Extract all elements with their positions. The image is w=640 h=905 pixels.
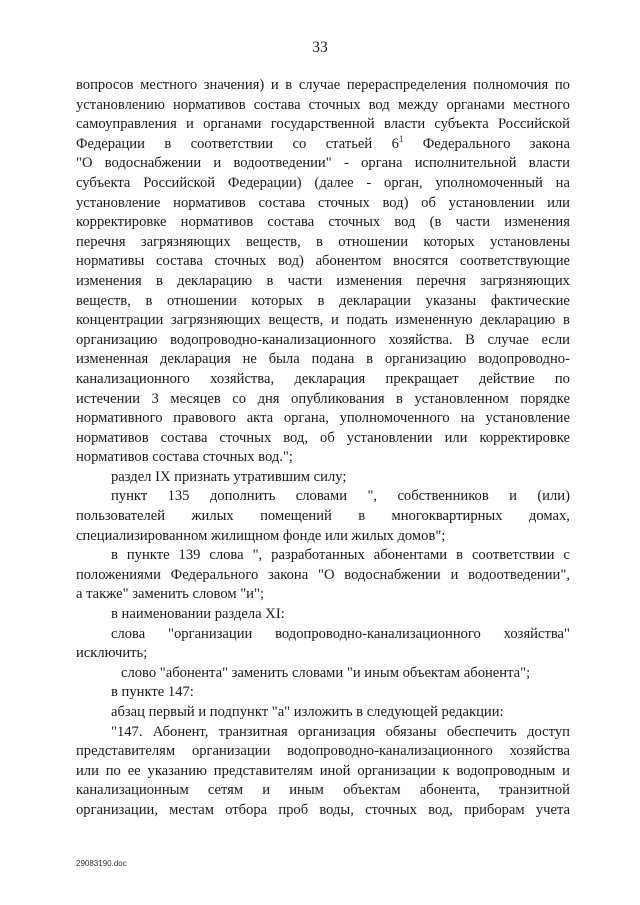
word: проб: [278, 801, 309, 818]
word: по: [554, 77, 570, 93]
word: и: [262, 782, 271, 799]
text-line: [76, 487, 570, 507]
word: правового: [173, 410, 236, 427]
word: установлении: [346, 429, 433, 446]
word: субъекта: [434, 116, 489, 133]
word: жилых: [191, 508, 234, 525]
word: ",: [252, 547, 263, 564]
text-line: [76, 213, 570, 233]
word: была: [268, 351, 300, 368]
word: порядке: [520, 390, 570, 407]
word: или: [547, 194, 570, 211]
word: органа: [361, 155, 403, 172]
word: слова: [111, 625, 146, 642]
word: части: [287, 272, 323, 289]
word: Российской: [498, 116, 570, 133]
word: "147.: [111, 723, 143, 740]
word: транзитной: [498, 782, 570, 799]
word: указанию: [147, 762, 207, 779]
word: помещений: [260, 508, 332, 525]
word: транзитная: [218, 723, 288, 740]
word: нормативов: [76, 429, 149, 446]
word: представителям: [213, 762, 313, 779]
text-line: [76, 625, 570, 645]
word: действие: [478, 370, 535, 387]
text-line: [76, 350, 570, 370]
word: организацию: [384, 351, 467, 368]
word: вод: [394, 214, 416, 231]
word: ",: [367, 488, 378, 505]
word: сточных: [214, 253, 267, 270]
word: пункте: [126, 547, 170, 564]
text-line: [76, 390, 570, 410]
word: декларацию: [177, 272, 253, 289]
word: водоснабжении: [344, 566, 441, 583]
word: объектам: [343, 782, 401, 799]
word: загрязняющих: [171, 312, 261, 329]
word: по: [554, 370, 570, 387]
text-line: [76, 174, 570, 194]
word: изменения: [76, 272, 142, 289]
word: учета: [535, 801, 570, 818]
word: власти: [528, 155, 570, 172]
text-line: [76, 311, 570, 331]
word: веществ,: [245, 233, 301, 250]
word: статьей: [325, 135, 373, 152]
word: установление: [76, 194, 161, 211]
word: декларация: [294, 370, 366, 387]
word: опубликования: [291, 390, 385, 407]
word: состава: [267, 214, 315, 231]
word: установлению: [76, 96, 165, 113]
word: соответствующие: [459, 253, 570, 270]
word: состава: [253, 96, 301, 113]
word: местного: [512, 96, 570, 113]
word: загрязняющих: [140, 233, 231, 250]
text-line: [76, 762, 570, 782]
word: приборам: [464, 801, 525, 818]
word: -: [343, 155, 349, 172]
text-line: [76, 331, 570, 351]
text-line: в наименовании раздела XI:: [111, 606, 285, 623]
word: месяцев: [170, 390, 221, 407]
word: обеспечить: [446, 723, 517, 740]
word: организацию: [76, 331, 158, 348]
word: и: [186, 116, 194, 133]
word: самоуправления: [76, 116, 177, 133]
word: части: [455, 214, 491, 231]
word: или: [444, 429, 468, 446]
word: между: [397, 96, 439, 113]
word: установлении: [448, 194, 535, 211]
word: в: [317, 292, 325, 309]
word: органами: [446, 96, 505, 113]
word: на: [555, 174, 570, 191]
word: сточных: [328, 214, 381, 231]
word: истечении: [76, 390, 141, 407]
word: (в: [429, 214, 442, 231]
word: канализационным: [76, 782, 189, 799]
word: со: [292, 135, 307, 152]
word: в: [358, 508, 366, 525]
word: Федерации): [227, 174, 302, 191]
text-line: нормативов состава сточных вод.";: [76, 449, 293, 466]
word: -: [366, 174, 372, 191]
word: декларация: [159, 351, 231, 368]
word: хозяйства.: [388, 331, 453, 348]
text-line: [76, 233, 570, 253]
word: изменения: [336, 272, 403, 289]
page-number: 33: [312, 39, 328, 56]
word: водоотведении",: [468, 566, 570, 583]
word: сточных: [219, 429, 272, 446]
word: уполномоченного: [339, 410, 450, 427]
text-line: [76, 546, 570, 566]
word: в: [155, 272, 163, 289]
word: водопроводно-канализационного: [287, 743, 493, 760]
word: корректировке: [479, 429, 570, 446]
word: со: [232, 390, 247, 407]
word: Федерального: [170, 566, 259, 583]
word: пользователей: [76, 508, 166, 525]
word: Российской: [143, 174, 216, 191]
word: Федерации: [76, 135, 145, 152]
word: значения): [203, 77, 265, 93]
word: собственников: [397, 488, 489, 505]
word: измененная: [76, 351, 149, 368]
word: и: [509, 488, 517, 505]
word: установленном: [414, 390, 509, 407]
text-line: абзац первый и подпункт "а" изложить в следующей редакции:: [111, 704, 504, 720]
word: уполномоченный: [435, 174, 543, 191]
word: отношении: [338, 233, 408, 250]
word: водоотведении": [233, 155, 332, 172]
word: сточных: [308, 96, 361, 113]
word: состава: [258, 194, 306, 211]
word: отбора: [225, 801, 268, 818]
word: многоквартирных: [391, 508, 503, 525]
word: отношении: [167, 292, 237, 309]
word: сточных: [365, 801, 417, 818]
word: случае: [298, 77, 341, 93]
word: "О: [318, 566, 335, 583]
word: в: [316, 233, 323, 250]
word: разработанных: [271, 547, 365, 564]
word: вод: [368, 96, 390, 113]
word: представителям: [76, 743, 176, 760]
text-line: [76, 409, 570, 429]
document-body: [76, 76, 570, 821]
word: и: [330, 312, 339, 329]
word: "О: [76, 155, 93, 172]
word: водопроводно-: [478, 351, 570, 368]
text-line: [76, 154, 570, 174]
word: организация: [298, 723, 376, 740]
word: в: [111, 547, 118, 564]
text-line: [76, 723, 570, 743]
word: вод,: [283, 429, 309, 446]
word: дня: [257, 390, 280, 407]
word: организации: [191, 743, 271, 760]
word: водопроводно-канализационного: [170, 331, 376, 348]
word: абонентами: [373, 547, 448, 564]
word: исполнительной: [414, 155, 517, 172]
text-line: [76, 801, 570, 821]
text-line: [76, 272, 570, 292]
word: вод): [382, 194, 409, 211]
word: 3: [151, 390, 159, 407]
word: В: [465, 331, 475, 348]
word: с: [563, 547, 570, 564]
word: абонента,: [419, 782, 480, 799]
word: прекращает: [385, 370, 459, 387]
word: водопроводным: [456, 762, 556, 779]
word: положениями: [76, 566, 161, 583]
text-line: [76, 742, 570, 762]
word: закона: [529, 135, 570, 152]
document-footer-filename: 29083190.doc: [76, 859, 127, 868]
word: не: [242, 351, 257, 368]
word: изменения: [504, 214, 570, 231]
word: водоснабжении: [104, 155, 202, 172]
word: Федерального: [422, 135, 511, 152]
word: в: [266, 272, 274, 289]
text-line: исключить;: [76, 645, 148, 662]
text-line: слово "абонента" заменить словами "и иным объектам абонента";: [121, 664, 531, 681]
word: соответствии: [471, 547, 555, 564]
word: Абонент,: [152, 723, 209, 740]
word: корректировке: [76, 214, 167, 231]
word: субъекта: [76, 174, 131, 191]
text-line: [76, 292, 570, 312]
word: 139: [178, 547, 201, 564]
text-line: специализированном жилищном фонде или жилых домов";: [76, 527, 446, 544]
word: вод): [277, 253, 304, 270]
word: сетям: [207, 782, 244, 799]
word: об: [320, 429, 335, 446]
word: $6^1$: [391, 133, 404, 152]
word: воды,: [319, 801, 354, 818]
word: хозяйства: [509, 743, 570, 760]
word: ее: [127, 762, 141, 779]
text-line: [76, 507, 570, 527]
word: сточных: [317, 194, 370, 211]
word: перечня: [416, 272, 466, 289]
word: нормативов: [180, 214, 254, 231]
word: обязаны: [385, 723, 437, 740]
word: акта: [246, 410, 274, 427]
word: декларацию: [480, 312, 556, 329]
word: в: [456, 547, 463, 564]
word: местам: [169, 801, 214, 818]
word: фактические: [490, 292, 570, 309]
word: водопроводно-канализационного: [275, 625, 481, 642]
word: в: [396, 390, 403, 407]
word: пункт: [111, 488, 148, 505]
word: и: [270, 77, 279, 93]
text-line: [76, 429, 570, 449]
word: в: [366, 351, 374, 368]
word: власти: [384, 116, 426, 133]
word: и: [450, 566, 459, 583]
word: организации: [357, 762, 436, 779]
text-line: [76, 566, 570, 586]
word: (или): [537, 488, 570, 505]
text-line: [76, 115, 570, 135]
word: состава: [155, 253, 203, 270]
word: нормативов: [173, 96, 246, 113]
word: слова: [209, 547, 244, 564]
word: концентрации: [76, 312, 164, 329]
word: нормативы: [76, 253, 145, 270]
word: в: [563, 312, 570, 329]
word: полномочия: [473, 77, 549, 93]
word: хозяйства,: [210, 370, 275, 387]
word: веществ,: [268, 312, 324, 329]
word: подана: [311, 351, 355, 368]
text-line: в пункте 147:: [111, 684, 194, 701]
word: веществ,: [76, 292, 131, 309]
word: которых: [251, 292, 303, 309]
word: нормативного: [76, 410, 163, 427]
word: в: [145, 292, 153, 309]
word: если: [541, 331, 570, 348]
word: и: [562, 762, 570, 779]
word: государственной: [270, 116, 375, 133]
word: которых: [423, 233, 475, 250]
word: 135: [167, 488, 190, 505]
word: на: [460, 410, 475, 427]
word: к: [442, 762, 450, 779]
word: местного: [140, 77, 198, 93]
word: подать: [346, 312, 388, 329]
text-line: [76, 96, 570, 116]
word: вопросов: [76, 77, 134, 93]
word: канализационного: [76, 370, 190, 387]
word: орган,: [384, 174, 423, 191]
word: или: [76, 762, 99, 779]
word: загрязняющих: [480, 272, 570, 289]
word: установление: [485, 410, 570, 427]
word: вод,: [428, 801, 453, 818]
text-line: [76, 135, 570, 155]
text-line: а также" заменить словом "и";: [76, 586, 265, 603]
word: перераспределения: [346, 77, 467, 93]
word: нормативов: [173, 194, 246, 211]
word: перечня: [76, 233, 126, 250]
word: хозяйства": [503, 625, 570, 642]
text-line: [76, 252, 570, 272]
text-line: [76, 76, 570, 96]
word: организации,: [76, 801, 158, 818]
word: закона: [268, 566, 309, 583]
word: в: [285, 77, 293, 93]
word: об: [421, 194, 436, 211]
text-line: [76, 370, 570, 390]
text-line: раздел IX признать утратившим силу;: [111, 468, 347, 485]
word: домах,: [528, 508, 570, 525]
word: доступ: [527, 723, 570, 740]
word: дополнить: [209, 488, 276, 505]
word: органами: [203, 116, 262, 133]
text-line: [76, 781, 570, 801]
word: измененную: [395, 312, 473, 329]
word: иной: [319, 762, 351, 779]
word: (далее: [314, 174, 354, 191]
word: органа,: [283, 410, 329, 427]
word: словами: [295, 488, 348, 505]
word: состава: [160, 429, 208, 446]
word: вносятся: [392, 253, 449, 270]
text-line: [76, 194, 570, 214]
word: соответствии: [190, 135, 274, 152]
word: установлены: [489, 233, 570, 250]
word: "организации: [168, 625, 253, 642]
word: в: [164, 135, 172, 152]
word: иным: [289, 782, 324, 799]
word: и: [213, 155, 222, 172]
word: по: [105, 762, 121, 779]
word: абонентом: [315, 253, 382, 270]
word: указаны: [425, 292, 477, 309]
word: декларации: [339, 292, 411, 309]
word: случае: [487, 331, 529, 348]
